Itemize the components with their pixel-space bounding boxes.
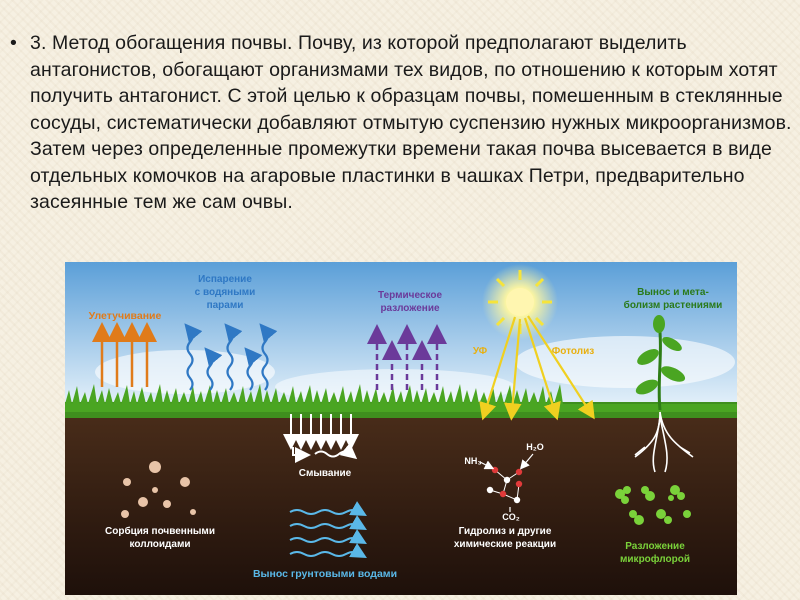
thermal-label-line1: Термическое — [377, 290, 443, 301]
microflora-label-line1: Разложение — [625, 541, 685, 552]
slide-paragraph: 3. Метод обогащения почвы. Почву, из которой предполагают выделить антагонистов, обогащают организмами тех видов, по отношению к которым хотят получить антагонист. С этой целью к образцам почвы, помешенным в стеклянные сосуды, систематически добавляют отмытую суспензию нужных микроорганизмов. Затем через определенные промежутки времени такая почва высевается в виде отдельных комочков на агаровые пластинки в чашках Петри, предварительно засеянные тем же сам очвы. — [30, 32, 792, 213]
h2o-label: H₂O — [526, 442, 544, 452]
evaporation-label-line1: Испарение — [198, 274, 252, 285]
thermal-label-line2: разложение — [380, 303, 440, 314]
evaporation-label-line3: парами — [206, 300, 244, 311]
sorption-label-line2: коллоидами — [129, 539, 191, 550]
co2-label: CO₂ — [502, 512, 520, 522]
photolysis-label: Фотолиз — [551, 346, 595, 357]
groundwater-label: Вынос грунтовыми водами — [252, 568, 398, 580]
evaporation-label-line2: с водяными — [194, 287, 256, 298]
plant-uptake-label-line1: Вынос и мета- — [637, 287, 709, 298]
plant-uptake-label-line2: болизм растениями — [623, 300, 723, 311]
microflora-label-line2: микрофлорой — [620, 554, 690, 565]
uv-label: УФ — [472, 346, 488, 357]
volatilization-label: Улетучивание — [88, 310, 162, 322]
hydrolysis-label-line1: Гидролиз и другие — [458, 526, 552, 537]
washout-label: Смывание — [298, 468, 352, 479]
nh3-label: NH₃ — [464, 456, 482, 466]
hydrolysis-label-line2: химические реакции — [453, 539, 557, 550]
soil-processes-illustration — [65, 262, 737, 595]
slide-text-block — [10, 30, 795, 216]
sorption-label-line1: Сорбция почвенными — [105, 526, 215, 537]
bullet-marker: • — [10, 32, 17, 54]
cloud — [515, 336, 735, 388]
